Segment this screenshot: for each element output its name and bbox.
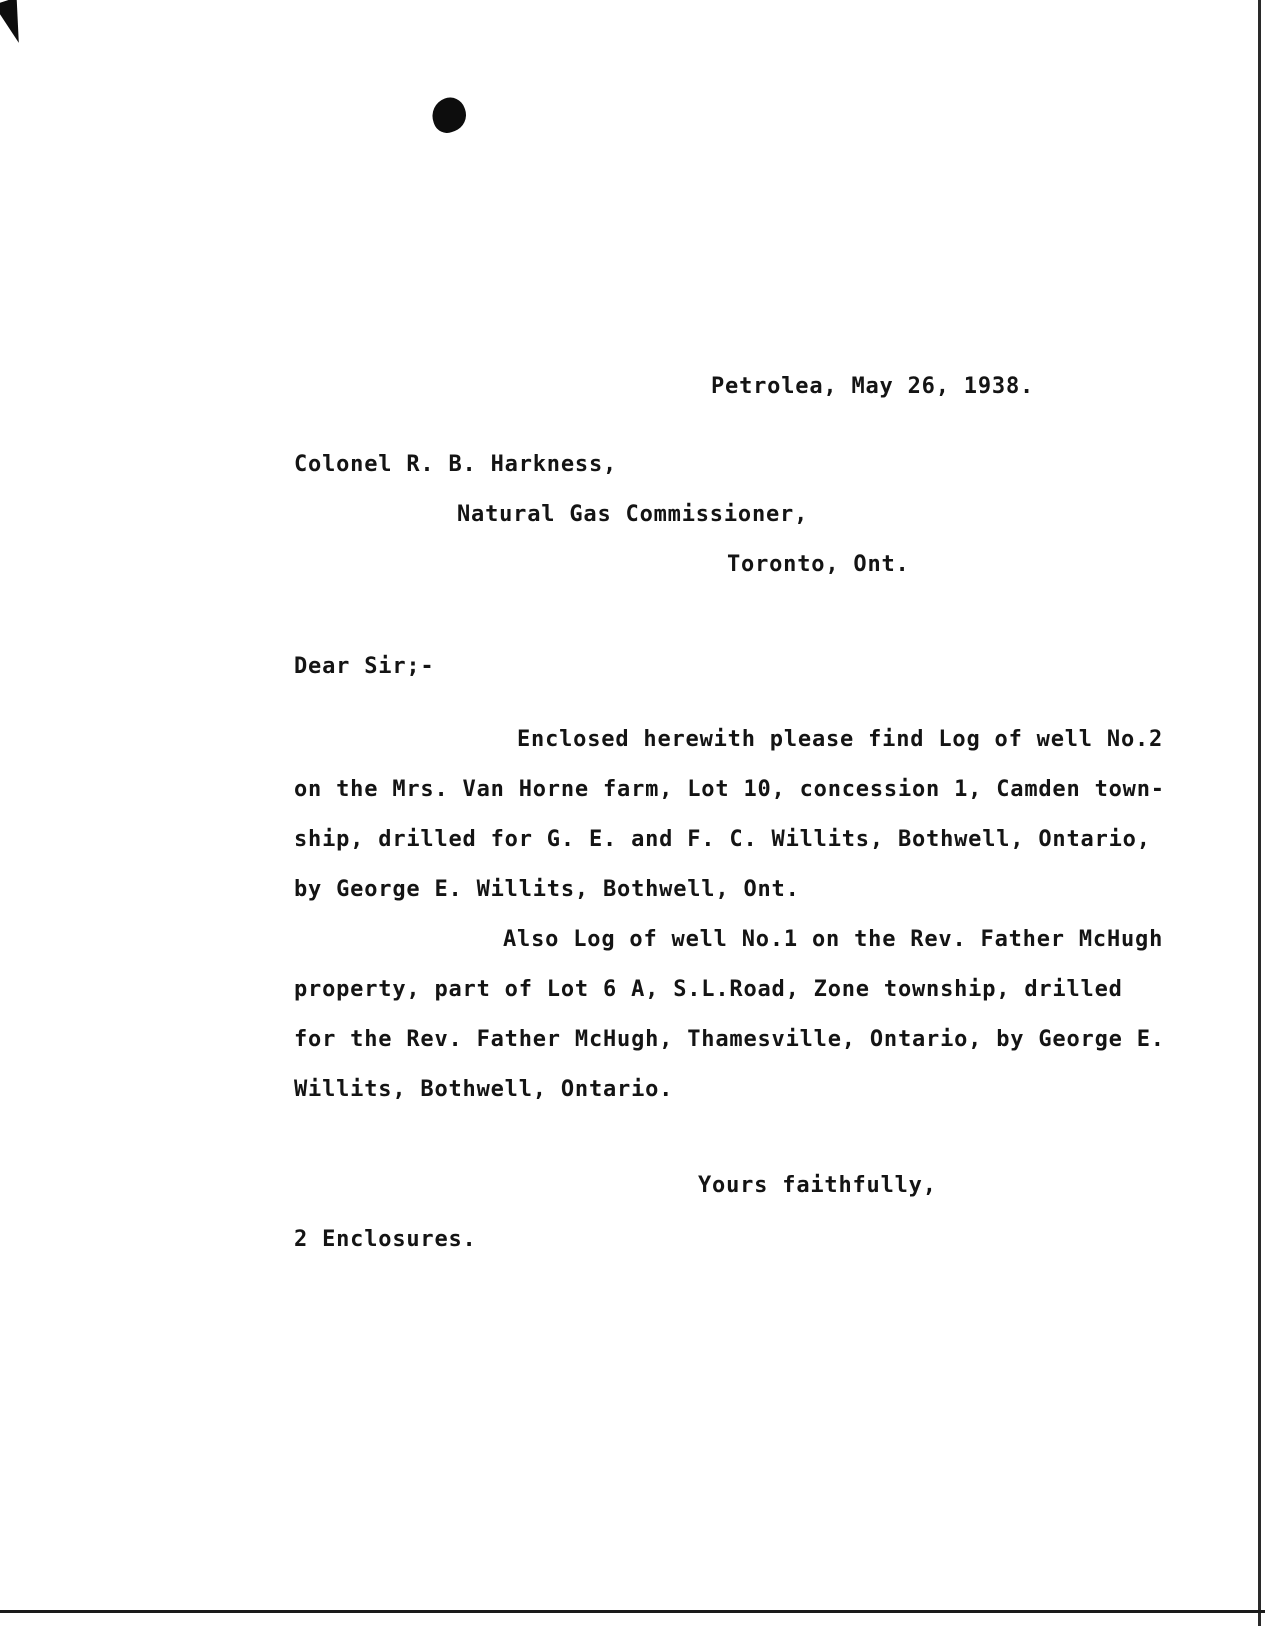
body-line: on the Mrs. Van Horne farm, Lot 10, concession 1, Camden town- (294, 777, 1165, 802)
recipient-title: Natural Gas Commissioner, (457, 502, 809, 527)
body-line: Also Log of well No.1 on the Rev. Father McHugh (503, 927, 1164, 952)
punch-hole-mark-left (427, 93, 471, 137)
body-line: Enclosed herewith please find Log of well No.2 (517, 727, 1164, 752)
scan-edge-right (1258, 0, 1261, 1626)
punch-hole-mark-right (0, 0, 30, 47)
body-line: for the Rev. Father McHugh, Thamesville, Ontario, by George E. (294, 1027, 1165, 1052)
body-line: by George E. Willits, Bothwell, Ont. (294, 877, 800, 902)
body-line: property, part of Lot 6 A, S.L.Road, Zone township, drilled (294, 977, 1123, 1002)
recipient-location: Toronto, Ont. (727, 552, 910, 577)
scan-edge-bottom (0, 1610, 1265, 1613)
closing: Yours faithfully, (698, 1173, 937, 1198)
recipient-name: Colonel R. B. Harkness, (294, 452, 618, 477)
body-line: Willits, Bothwell, Ontario. (294, 1077, 674, 1102)
body-line: ship, drilled for G. E. and F. C. Willits, Bothwell, Ontario, (294, 827, 1151, 852)
date-line: Petrolea, May 26, 1938. (711, 374, 1035, 399)
enclosures-note: 2 Enclosures. (294, 1227, 477, 1252)
salutation: Dear Sir;- (294, 654, 435, 679)
